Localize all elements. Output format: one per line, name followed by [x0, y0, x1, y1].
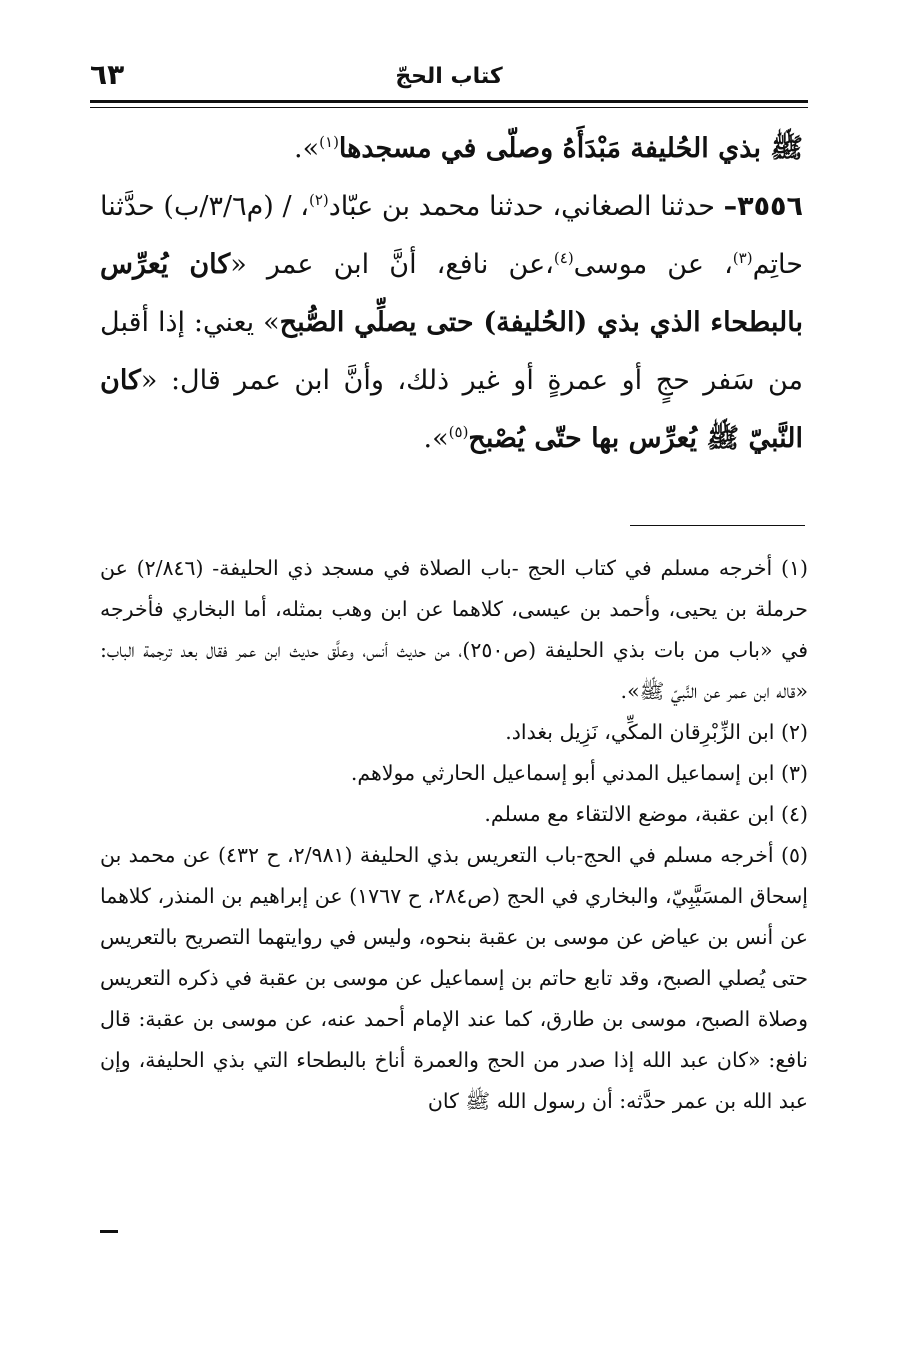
main-text [100, 120, 803, 468]
footnote-number: (٢) [780, 720, 808, 744]
footnote-2 [100, 712, 808, 753]
p2-text-a: حدثنا الصغاني، حدثنا محمد بن عبّاد [328, 191, 724, 222]
footnote-text: ابن إسماعيل المدني أبو إسماعيل الحارثي مولاهم. [350, 761, 781, 785]
p2-bold-b: كان النَّبيّ ﷺ يُعرِّس بها حتّى يُصْبح [100, 365, 803, 454]
footnote-ref-4: (٤) [553, 249, 574, 267]
continuation-mark [100, 1230, 118, 1233]
p1-end: ». [294, 133, 320, 164]
p2-text-e: » يعني: إذا أقبل من سَفر حجٍ أو عمرةٍ أو غير ذلك، وأنَّ ابن عمر قال: « [100, 307, 803, 396]
footnote-5 [100, 835, 808, 1122]
p2-text-d: ،عن نافع، أنَّ ابن عمر « [230, 249, 554, 280]
footnote-3 [100, 753, 808, 794]
footnote-text: أخرجه مسلم في كتاب الحج -باب الصلاة في مسجد ذي الحليفة- (٢/٨٤٦) عن حرملة بن يحيى، وأحمد بن عيسى، كلاهما عن ابن وهب بمثله، أما البخاري فأخرجه في «باب من بات بذي الحليفة (ص٢٥٠)، من حديث أنس، وعلَّق حديث ابن عمر فقال بعد ترجمة الباب: «قاله ابن عمر عن النَّبيّ ﷺ». [100, 556, 808, 703]
footnote-ref-2: (٢) [308, 191, 329, 209]
paragraph-hadith-3556 [100, 178, 803, 468]
footnote-ref-1: (١) [319, 133, 339, 151]
header-rule-thin [90, 107, 808, 108]
footnote-text: ابن الزِّبْرِقان المكِّي، نَزِيل بغداد. [505, 720, 781, 744]
p2-text-b: ، / (م٣/٦/ب) حدَّثنا حاتِم [100, 191, 803, 280]
footnote-number: (٣) [780, 761, 808, 785]
footnote-ref-3: (٣) [732, 249, 753, 267]
footnote-separator [630, 525, 805, 526]
footnote-4 [100, 794, 808, 835]
p1-text: ﷺ بذي الحُليفة مَبْدَأَهُ وصلّى في مسجدها [338, 133, 803, 164]
footnotes [100, 548, 808, 1122]
page-number: ٦٣ [90, 58, 125, 91]
footnote-number: (٤) [780, 802, 808, 826]
p2-text-c: ، عن موسى [573, 249, 733, 280]
p2-text-f: ». [423, 423, 449, 454]
page-title: كتاب الحجّ [395, 64, 503, 89]
footnote-number: (١) [780, 556, 808, 580]
footnote-text: ابن عقبة، موضع الالتقاء مع مسلم. [484, 802, 781, 826]
footnote-text: أخرجه مسلم في الحج-باب التعريس بذي الحليفة (٢/٩٨١، ح ٤٣٢) عن محمد بن إسحاق المسَيَّبِيّ، والبخاري في الحج (ص٢٨٤، ح ١٧٦٧) عن إبراهيم بن المنذر، كلاهما عن أنس بن عياض عن موسى بن عقبة بنحوه، وليس في روايتهما التصريح بالتعريس حتى يُصلي الصبح، وقد تابع حاتم بن إسماعيل عن موسى بن عقبة في ذكره التعريس وصلاة الصبح، موسى بن طارق، كما عند الإمام أحمد عنه، عن موسى بن عقبة: قال نافع: «كان عبد الله إذا صدر من الحج والعمرة أناخ بالبطحاء التي بذي الحليفة، وإن عبد الله بن عمر حدَّثه: أن رسول الله ﷺ كان [100, 843, 809, 1113]
footnote-ref-5: (٥) [448, 423, 469, 441]
footnote-1 [100, 548, 808, 712]
page-header [90, 52, 808, 100]
header-rule-thick [90, 100, 808, 103]
p2-bold-a: كان يُعرِّس بالبطحاء الذي بذي (الحُليفة) حتى يصلِّي الصُّبح [100, 249, 803, 338]
paragraph-1 [100, 120, 803, 178]
hadith-number: ٣٥٥٦– [723, 191, 804, 222]
footnote-number: (٥) [780, 843, 808, 867]
